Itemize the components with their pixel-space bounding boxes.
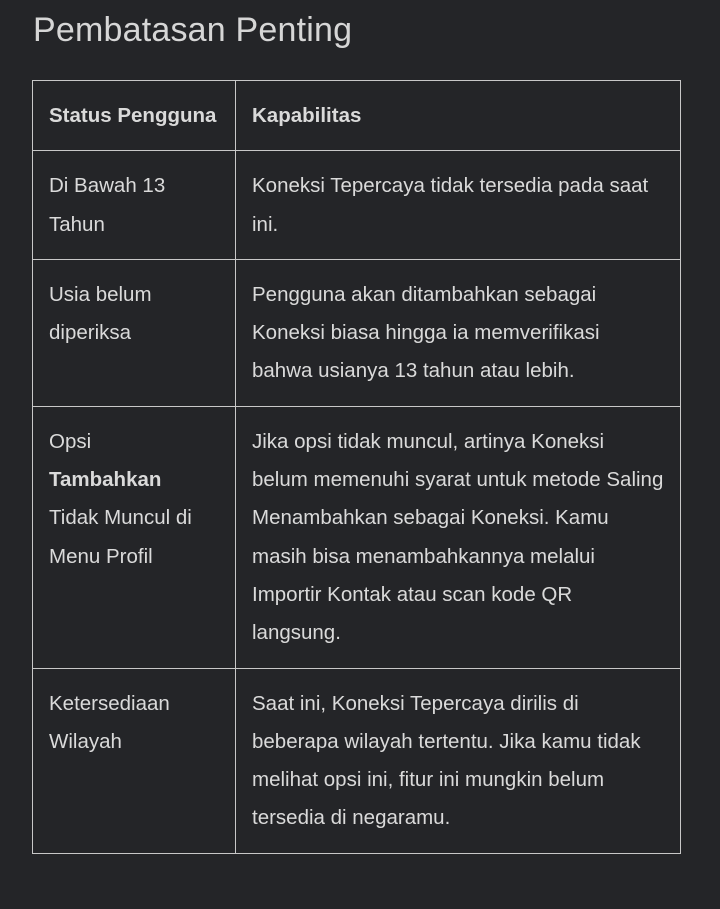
- table-row: [33, 259, 681, 406]
- row-capability-region-availability: Saat ini, Koneksi Tepercaya dirilis di beberapa wilayah tertentu. Jika kamu tidak melihat opsi ini, fitur ini mungkin belum tersedia di negaramu.: [236, 668, 681, 853]
- header-user-status: Status Pengguna: [33, 81, 236, 151]
- row-capability-age-unchecked: Pengguna akan ditambahkan sebagai Koneksi biasa hingga ia memverifikasi bahwa usianya 13 tahun atau lebih.: [236, 259, 681, 406]
- status-text-suffix: Tidak Muncul di Menu Profil: [49, 506, 192, 568]
- row-status-age-unchecked: Usia belum diperiksa: [33, 259, 236, 406]
- table-row: [33, 668, 681, 853]
- row-capability-add-option-missing: Jika opsi tidak muncul, artinya Koneksi belum memenuhi syarat untuk metode Saling Menambahkan sebagai Koneksi. Kamu masih bisa menambahkannya melalui Importir Kontak atau scan kode QR langsung.: [236, 406, 681, 668]
- row-capability-under-13: Koneksi Tepercaya tidak tersedia pada saat ini.: [236, 151, 681, 260]
- page-title: Pembatasan Penting: [33, 11, 353, 49]
- table-row: [33, 406, 681, 668]
- row-status-region-availability: Ketersediaan Wilayah: [33, 668, 236, 853]
- table-header-row: [33, 81, 681, 151]
- status-text-add-option: Tambahkan: [49, 468, 162, 492]
- restrictions-table: [32, 80, 681, 854]
- row-status-add-option-missing: [33, 406, 236, 668]
- status-text-prefix: Opsi: [49, 429, 92, 453]
- table-row: [33, 151, 681, 260]
- row-status-under-13: Di Bawah 13 Tahun: [33, 151, 236, 260]
- header-capability: Kapabilitas: [236, 81, 681, 151]
